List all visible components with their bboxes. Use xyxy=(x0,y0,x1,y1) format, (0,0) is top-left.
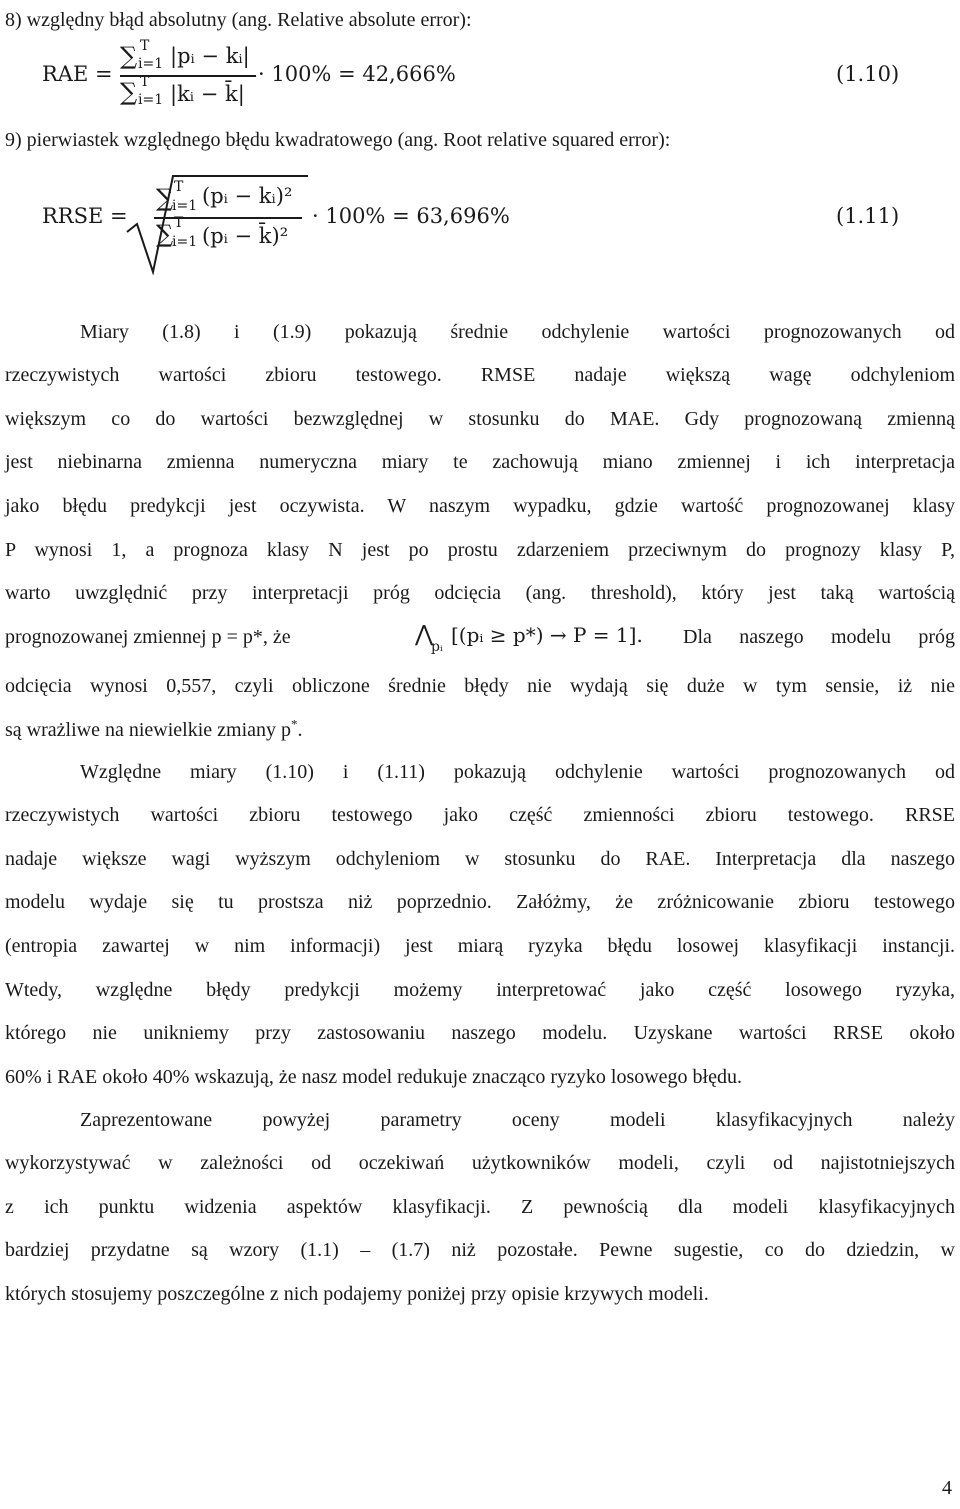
paragraph-2-line: (entropia zawartej w nim informacji) jest miarą ryzyka błędu losowej klasyfikacji instancji. xyxy=(5,935,955,957)
paragraph-2-line: rzeczywistych wartości zbioru testowego jako część zmienności zbioru testowego. RRSE xyxy=(5,804,955,826)
math-line-after: Dla naszego modelu próg xyxy=(683,626,955,648)
paragraph-1-last-text: są wrażliwe na niewielkie zmiany p xyxy=(5,719,291,741)
formula-rrse-den-sub: i=1 xyxy=(172,234,198,250)
paragraph-3-line: Zaprezentowane powyżej parametry oceny modeli klasyfikacyjnych należy xyxy=(80,1109,955,1131)
paragraph-2-last-line: 60% i RAE około 40% wskazują, że nasz model redukuje znacząco ryzyko losowego błędu. xyxy=(5,1066,742,1088)
math-line-wedge: ⋀ xyxy=(415,622,434,647)
paragraph-1-line: P wynosi 1, a prognoza klasy N jest po prostu zdarzeniem przeciwnym do prognozy klasy P, xyxy=(5,539,955,561)
math-line-wedge-sub: pᵢ xyxy=(431,639,443,655)
paragraph-2-line: Wtedy, względne błędy predykcji możemy interpretować jako część losowego ryzyka, xyxy=(5,979,955,1001)
formula-rrse-num-body: (pᵢ − kᵢ)² xyxy=(202,184,293,208)
math-line-before: prognozowanej zmiennej p = p*, że xyxy=(5,626,291,648)
formula-rrse xyxy=(0,170,960,290)
formula-rrse-den-body: (pᵢ − k̄)² xyxy=(202,224,289,248)
formula-rae-den-body: |kᵢ − k̄| xyxy=(170,82,245,106)
formula-rae-num-sup: T xyxy=(140,38,150,54)
paragraph-1-line: jest niebinarna zmienna numeryczna miary te zachowują miano zmiennej i ich interpretacja xyxy=(5,451,955,473)
formula-rae-num-body: |pᵢ − kᵢ| xyxy=(170,44,250,68)
formula-rrse-den-sum: ∑ xyxy=(156,220,174,248)
paragraph-1-last-end: . xyxy=(297,719,303,741)
formula-rae-num-sum: ∑ xyxy=(120,42,138,70)
math-line-body: [(pᵢ ≥ p*) → P = 1]. xyxy=(451,623,643,647)
paragraph-1-line: większym co do wartości bezwzględnej w stosunku do MAE. Gdy prognozowaną zmienną xyxy=(5,408,955,430)
formula-rae-number: (1.10) xyxy=(836,62,900,86)
formula-rrse-lhs: RRSE = xyxy=(42,204,128,228)
paragraph-1-line: warto uwzględnić przy interpretacji próg odcięcia (ang. threshold), który jest taką wartością xyxy=(5,582,955,604)
page-number: 4 xyxy=(942,1477,952,1499)
paragraph-1-line: rzeczywistych wartości zbioru testowego. RMSE nadaje większą wagę odchyleniom xyxy=(5,364,955,386)
formula-rae xyxy=(0,40,960,120)
formula-rae-lhs: RAE = xyxy=(42,62,113,86)
formula-rrse-den-sup: T xyxy=(174,215,184,231)
formula-rrse-num-sup: T xyxy=(174,179,184,195)
formula-rrse-rhs: · 100% = 63,696% xyxy=(312,204,510,228)
paragraph-2-line: którego nie unikniemy przy zastosowaniu naszego modelu. Uzyskane wartości RRSE około xyxy=(5,1022,955,1044)
paragraph-1-line: jako błędu predykcji jest oczywista. W naszym wypadku, gdzie wartość prognozowanej klasy xyxy=(5,495,955,517)
paragraph-1-line: odcięcia wynosi 0,557, czyli obliczone średnie błędy nie wydają się duże w tym sensie, iż nie xyxy=(5,675,955,697)
paragraph-1-last-line xyxy=(5,718,955,742)
formula-rae-num-sub: i=1 xyxy=(138,56,164,72)
paragraph-1-line: Miary (1.8) i (1.9) pokazują średnie odchylenie wartości prognozowanych od xyxy=(80,321,955,343)
formula-rrse-num-sum: ∑ xyxy=(156,184,174,212)
paragraph-2-line: modelu wydaje się tu prostsza niż poprzednio. Załóżmy, że zróżnicowanie zbioru testowego xyxy=(5,891,955,913)
paragraph-3-line: wykorzystywać w zależności od oczekiwań użytkowników modeli, czyli od najistotniejszych xyxy=(5,1152,955,1174)
formula-rrse-num-sub: i=1 xyxy=(172,198,198,214)
paragraph-2-line: Względne miary (1.10) i (1.11) pokazują odchylenie wartości prognozowanych od xyxy=(80,761,955,783)
formula-rae-rhs: · 100% = 42,666% xyxy=(258,62,456,86)
formula-rae-den-sum: ∑ xyxy=(120,78,138,106)
formula-rrse-number: (1.11) xyxy=(836,204,900,228)
paragraph-3-line: bardziej przydatne są wzory (1.1) – (1.7) niż pozostałe. Pewne sugestie, co do dziedzin, w xyxy=(5,1239,955,1261)
paragraph-1-last-sup: * xyxy=(291,716,298,732)
formula-rae-den-sup: T xyxy=(140,74,150,90)
paragraph-3-line: z ich punktu widzenia aspektów klasyfikacji. Z pewnością dla modeli klasyfikacyjnych xyxy=(5,1196,955,1218)
formula-rae-den-sub: i=1 xyxy=(138,92,164,108)
item-8-heading: 8) względny błąd absolutny (ang. Relative absolute error): xyxy=(5,9,472,31)
paragraph-3-last-line: których stosujemy poszczególne z nich podajemy poniżej przy opisie krzywych modeli. xyxy=(5,1283,709,1305)
item-9-heading: 9) pierwiastek względnego błędu kwadratowego (ang. Root relative squared error): xyxy=(5,129,671,151)
paragraph-2-line: nadaje większe wagi wyższym odchyleniom w stosunku do RAE. Interpretacja dla naszego xyxy=(5,848,955,870)
